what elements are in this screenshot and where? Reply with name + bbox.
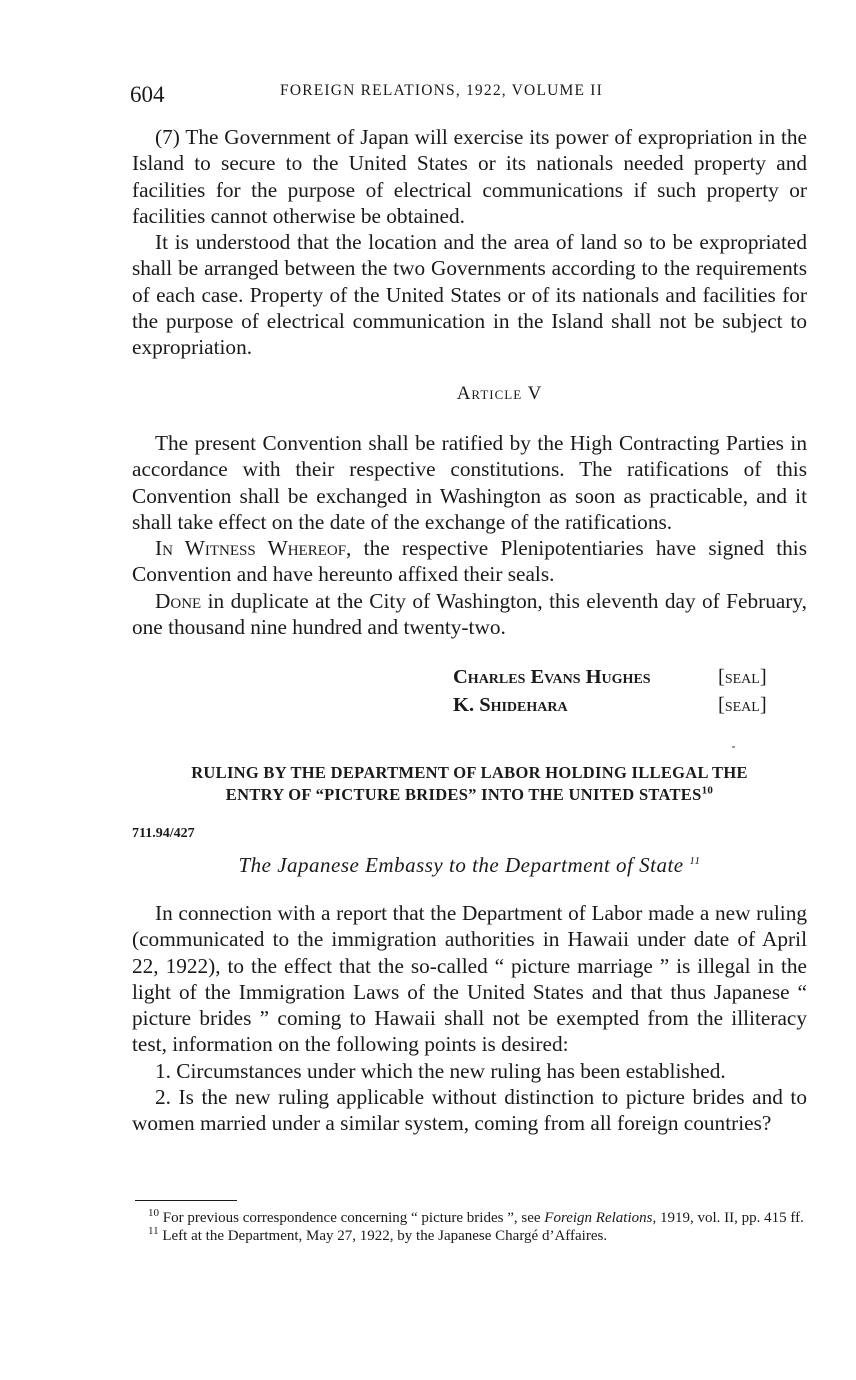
document-title-text: The Japanese Embassy to the Department of State [238, 853, 684, 877]
file-number: 711.94/427 [132, 826, 195, 841]
footnotes [132, 1207, 807, 1245]
footnote-ref-10[interactable]: 10 [701, 784, 714, 797]
footnote-11 [132, 1224, 807, 1246]
seal-mark: [seal] [718, 694, 767, 716]
document-title [132, 853, 807, 878]
footnote-ref-11[interactable]: 11 [689, 855, 701, 867]
footnote-number: 11 [148, 1224, 159, 1237]
signatory-name: Charles Evans Hughes [453, 666, 651, 688]
upper-text [132, 124, 807, 361]
witness-rest: the respective Plenipotentiaries have signed this Convention and have hereunto affixed their seals. [132, 536, 807, 587]
signatory-name: K. Shidehara [453, 694, 568, 716]
witness-lead: In Witness Whereof, [155, 536, 352, 561]
paragraph-letter: In connection with a report that the Department of Labor made a new ruling (communicated to the immigration authorities in Hawaii under date of April 22, 1922), to the effect that the so-called “ picture marriage ” is illegal in the light of the Immigration Laws of the United States and that thus Japanese “ picture brides ” coming to Hawaii shall not be exempted from the illiteracy test, information on the following points is desired: [132, 901, 807, 1057]
footnote-text: , 1919, vol. II, pp. 415 ff. [652, 1210, 804, 1226]
done-lead: Done [155, 588, 202, 613]
page-header [130, 80, 810, 108]
running-head: FOREIGN RELATIONS, 1922, VOLUME II [280, 82, 603, 99]
letter-text [132, 900, 807, 1137]
ruling-heading-line2-text: ENTRY OF “PICTURE BRIDES” INTO THE UNITED STATES [225, 785, 702, 804]
footnote-10 [132, 1207, 807, 1228]
ruling-heading [132, 762, 807, 806]
signature-row [453, 694, 813, 722]
ruling-heading-line2 [132, 784, 807, 806]
article-word: Article [456, 383, 523, 404]
print-speck [732, 746, 735, 748]
paragraph-expropriation-7: (7) The Government of Japan will exercise its power of expropriation in the Island to secure to the United States or its nationals needed property and facilities for the purpose of electrical communications if such property or facilities cannot otherwise be obtained. [132, 125, 807, 228]
seal-mark: [seal] [718, 666, 767, 688]
footnote-text: For previous correspondence concerning “ picture brides ”, see [162, 1210, 545, 1226]
page-number: 604 [130, 82, 165, 107]
footnote-italic-title: Foreign Relations [544, 1210, 653, 1226]
list-item: 1. Circumstances under which the new ruling has been established. [155, 1058, 726, 1083]
paragraph-expropriation-land: It is understood that the location and the area of land so to be expropriated shall be arranged between the two Governments according to the requirements of each case. Property of the United States or of its nationals and facilities for the purpose of electrical communication in the Island shall not be subject to expropriation. [132, 230, 807, 360]
paragraph-ratification: The present Convention shall be ratified by the High Contracting Parties in accordance with their respective constitutions. The ratifications of this Convention shall be exchanged in Washington as soon as practicable, and it shall take effect on the date of the exchange of the ratifications. [132, 431, 807, 534]
footnote-number: 10 [148, 1207, 159, 1219]
article-heading [132, 383, 856, 405]
ruling-heading-line1: RULING BY THE DEPARTMENT OF LABOR HOLDING ILLEGAL THE [191, 763, 748, 782]
done-rest: in duplicate at the City of Washington, this eleventh day of February, one thousand nine hundred and twenty-two. [132, 588, 807, 640]
article-numeral: V [527, 383, 543, 404]
signature-block [453, 666, 813, 722]
signature-row [453, 666, 813, 694]
footnote-text: Left at the Department, May 27, 1922, by the Japanese Chargé d’Affaires. [162, 1227, 608, 1244]
footnote-divider [135, 1200, 237, 1201]
paragraph-witness [132, 535, 807, 588]
article-text [132, 430, 807, 640]
list-item: 2. Is the new ruling applicable without distinction to picture brides and to women married under a similar system, coming from all foreign countries? [132, 1085, 807, 1136]
paragraph-done [132, 588, 807, 641]
